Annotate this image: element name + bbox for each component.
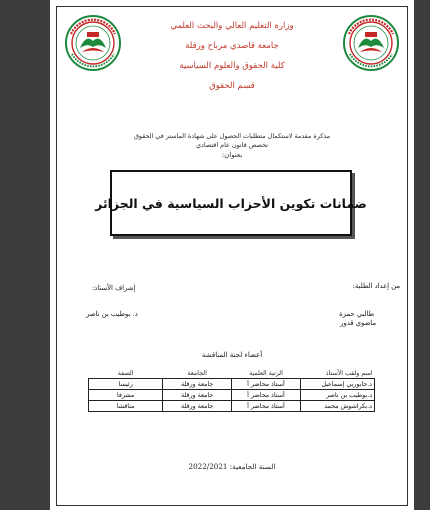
memo-line: مذكرة مقدمة لاستكمال متطلبات الحصول على شهادة الماستر في الحقوق xyxy=(133,132,331,140)
member-role: مناقشا xyxy=(89,401,163,412)
thesis-title: ضمانات تكوين الأحزاب السياسية في الجزائر xyxy=(95,195,367,211)
student-name-2: ماضوي قدور xyxy=(340,319,376,327)
member-rank: أستاذ محاضر أ xyxy=(232,390,301,401)
university-name: جامعة قاصدي مرباح ورقلة xyxy=(185,41,279,51)
member-role: مشرفا xyxy=(89,390,163,401)
committee-table xyxy=(88,368,375,412)
header-name: اسم ولقب الأستاذ xyxy=(325,369,373,377)
table-header-row xyxy=(89,368,375,379)
committee-title: أعضاء لجنة المناقشة xyxy=(201,351,263,359)
university-seal-icon xyxy=(64,14,122,72)
table-row xyxy=(89,390,375,401)
member-university: جامعة ورقلة xyxy=(163,401,232,412)
ministry-name: وزارة التعليم العالي والبحث العلمي xyxy=(170,21,294,31)
table-row xyxy=(89,379,375,390)
students-label: من إعداد الطلبة: xyxy=(352,282,400,290)
member-name: د.بكراشوش محمد xyxy=(300,401,374,412)
title-label: بعنوان: xyxy=(221,151,243,159)
academic-year: السنة الجامعية: 2022/2021 xyxy=(188,462,276,471)
header-university: الجامعة xyxy=(187,369,207,377)
header-rank: الرتبة العلمية xyxy=(248,369,283,377)
document-page xyxy=(50,0,414,510)
table-row xyxy=(89,401,375,412)
member-university: جامعة ورقلة xyxy=(163,379,232,390)
member-name: د.بوطيب بن ناصر xyxy=(300,390,374,401)
member-rank: أستاذ محاضر أ xyxy=(232,401,301,412)
header-role: الصفة xyxy=(117,369,134,377)
faculty-name: كلية الحقوق والعلوم السياسية xyxy=(179,61,285,71)
supervisor-name: د. بوطيب بن ناصر xyxy=(86,310,138,318)
member-university: جامعة ورقلة xyxy=(163,390,232,401)
university-seal-icon xyxy=(342,14,400,72)
member-rank: أستاذ محاضر أ xyxy=(232,379,301,390)
student-name-1: طالبي حمزة xyxy=(339,310,374,318)
member-name: د.جابوربي إسماعيل xyxy=(300,379,374,390)
specialty-line: تخصص قانون عام اقتصادي xyxy=(196,141,268,149)
thesis-title-box xyxy=(95,170,367,236)
member-role: رئيسا xyxy=(89,379,163,390)
department-name: قسم الحقوق xyxy=(209,81,255,91)
supervisor-label: إشراف الأستاذ: xyxy=(92,284,136,292)
